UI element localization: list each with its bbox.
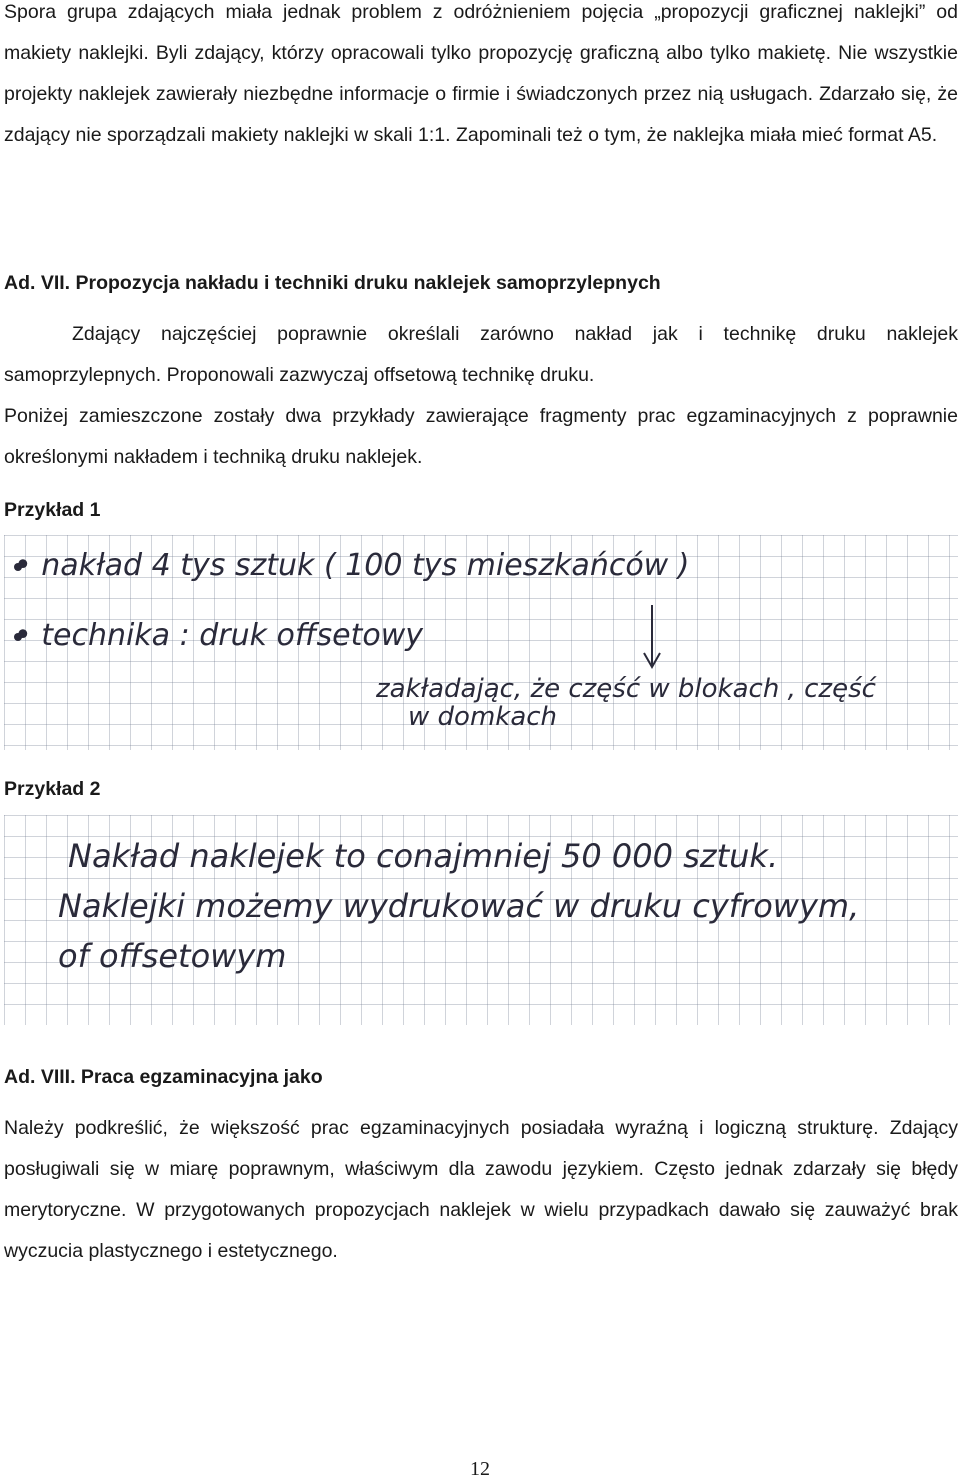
example-1-handwriting-scan <box>4 535 958 750</box>
section-7-paragraph-2: Poniżej zamieszczone zostały dwa przykłady zawierające fragmenty prac egzaminacyjnych z poprawnie określonymi nakładem i techniką druku naklejek. <box>4 405 958 468</box>
example-1-line-3: zakładając, że część w blokach , część <box>376 674 876 704</box>
page-number: 12 <box>470 1458 490 1480</box>
example-2-line-3: of offsetowym <box>58 937 287 975</box>
example-2-label: Przykład 2 <box>4 778 101 800</box>
example-2-handwriting-scan <box>4 815 958 1025</box>
intro-paragraph: Spora grupa zdających miała jednak problem z odróżnieniem pojęcia „propozycji graficznej naklejki” od makiety naklejki. Byli zdający, którzy opracowali tylko propozycję graficzną albo tylko makietę. Nie wszystkie projekty naklejek zawierały niezbędne informacje o firmie i świadczonych przez nią usługach. Zdarzało się, że zdający nie sporządzali makiety naklejki w skali 1:1. Zapominali też o tym, że naklejka miała mieć format A5. <box>4 1 958 146</box>
section-8-heading: Ad. VIII. Praca egzaminacyjna jako <box>4 1066 323 1088</box>
example-1-line-1: • nakład 4 tys sztuk ( 100 tys mieszkańców ) <box>14 548 690 583</box>
section-8-paragraph: Należy podkreślić, że większość prac egzaminacyjnych posiadała wyraźną i logiczną strukturę. Zdający posługiwali się w miarę poprawnym, właściwym dla zawodu językiem. Często jednak zdarzały się błędy merytoryczne. W przygotowanych propozycjach naklejek w wielu przypadkach dawało się zauważyć brak wyczucia plastycznego i estetycznego. <box>4 1117 958 1262</box>
example-1-line-4: w domkach <box>408 702 558 732</box>
example-2-line-2: Naklejki możemy wydrukować w druku cyfrowym, <box>58 887 860 925</box>
section-7-heading: Ad. VII. Propozycja nakładu i techniki druku naklejek samoprzylepnych <box>4 272 661 294</box>
example-1-label: Przykład 1 <box>4 499 101 521</box>
example-1-line-2: • technika : druk offsetowy <box>14 618 424 653</box>
section-7-paragraph-1: Zdający najczęściej poprawnie określali zarówno nakład jak i technikę druku naklejek samoprzylepnych. Proponowali zazwyczaj offsetową technikę druku. <box>4 323 958 386</box>
example-2-line-1: Nakład naklejek to conajmniej 50 000 sztuk. <box>68 837 779 875</box>
